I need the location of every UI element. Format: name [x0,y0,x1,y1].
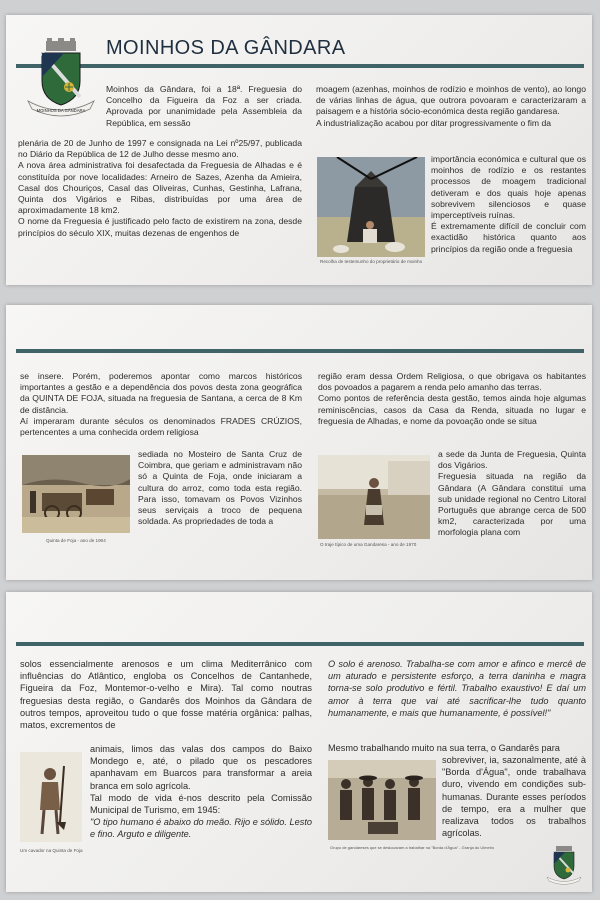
quote-text: "O tipo humano é abaixo do meão. Rijo e sólido. Lesto e fino. Arguto e diligente. [90,817,312,840]
paragraph: Aí imperaram durante séculos os denominados FRADES CRÚZIOS, pertencentes a uma conhecida ordem religiosa [20,415,302,438]
photo-caption: O traje típico de uma Gandaresa - ano de 1970 [320,542,417,547]
paragraph: solos essencialmente arenosos e um clima Mediterrânico com influências do Atlântico, engloba os Concelhos de Cantanhede, Figueira da Foz, Montemor-o-velho e Mira). Tal como noutras freguesias desta região, o Gandarês dos Moinhos da Gândara de outros tempos, aproveitou tudo o que fosse matéria orgânica: palhas, matos, excrementos de [20,659,312,731]
small-coat-of-arms-icon [544,844,584,886]
divider-rule [16,349,584,353]
paragraph: A industrialização acabou por ditar progressivamente o fim da [316,117,552,128]
photo-caption: Quinta de Foja - ano de 1904 [46,538,106,543]
borda-dagua-group-photo [328,760,436,840]
info-panel-3 [6,592,592,892]
paragraph: animais, limos das valas dos campos do Baixo Mondego e, até, o pilado que os pescadores apanhavam em Buarcos para transformar a areia branca em solo agrícola. [90,744,312,791]
paragraph: se insere. Porém, poderemos apontar como marcos históricos importantes a gestão e a dependência dos povos desta zona geográfica da QUINTA DE FOJA, situada na freguesia de Santana, a cerca de 8 Km de distância. [20,371,302,415]
photo-caption: Grupo de gandareses que se deslocavam a trabalhar na "Borda d'Água" - Granja do Ulmeiro [330,845,495,850]
paragraph: moagem (azenhas, moinhos de rodízio e moinhos de vento), ao longo de várias linhas de água, que outrora povoaram e caracterizaram a paisagem e a história sócio-económica desta região gandaresa. [316,84,586,117]
quote-text: O solo é arenoso. Trabalha-se com amor e afinco e mercê de um aturado e persistente esforço, a terra daninha e magra torna-se solo produtivo e fértil. Trabalho exaustivo! E daí um amor à terra que vai até sacrificar-lhe tudo quanto humanamente, e mais que humanamente, é possível!" [328,659,586,718]
info-panel-1 [6,15,592,285]
paragraph: Tal modo de vida é-nos descrito pela Comissão Municipal de Turismo, em 1945: [90,792,312,816]
page-title: MOINHOS DA GÂNDARA [106,37,346,59]
paragraph: plenária de 20 de Junho de 1997 e consignada na Lei nº25/97, publicada no Diário da República de 12 de Julho desse mesmo ano. [18,138,302,160]
paragraph: sobreviver, ia, sazonalmente, até à "Borda d'Água", onde trabalhava duro, vivendo em condições sub-humanas. Durante esses períodos de tempo, era a mulher que realizava todos os trabalhos agrícolas. [442,755,586,839]
paragraph: região eram dessa Ordem Religiosa, o que obrigava os habitantes dos povoados a pagarem a renda pelo amanho das terras. [318,371,586,393]
paragraph: Moinhos da Gândara, foi a 18ª. Freguesia do Concelho da Figueira da Foz a ser criada. Aprovada por unanimidade pela Assembleia da República, em sessão [106,84,302,128]
divider-rule [16,642,584,646]
photo-caption: Um cavador na Quinta de Foja [20,848,83,853]
paragraph: É extremamente difícil de concluir com exactidão histórica quanto aos princípios da região onde a freguesia [431,221,586,254]
paragraph: a sede da Junta de Freguesia, Quinta dos Vigários. [438,449,586,471]
paragraph: importância económica e cultural que os moinhos de rodízio e os restantes processos de moagem tradicional detiveram e dos quais hoje apenas sobrevivem silenciosos e quase imperceptíveis ruínas. [431,154,586,221]
paragraph: sediada no Mosteiro de Santa Cruz de Coimbra, que geriam e administravam não só a Quinta de Foja, onde iniciaram a cultura do arroz, como toda esta região. Para isso, tomavam os Povos Vizinhos seus serviçais a troco de pequena soldada. As propriedades de toda a [138,449,302,527]
quinta-de-foja-photo [22,455,130,533]
paragraph: O nome da Freguesia é justificado pelo facto de existirem na zona, desde princípios do século XIX, muitas dezenas de engenhos de [18,216,302,238]
photo-caption: Recolha de testemunho do proprietário de moinho [320,259,423,264]
windmill-photo [317,157,425,257]
paragraph: Como pontos de referência desta gestão, temos ainda hoje algumas reminiscências, casos da Casa da Renda, situada no lugar e freguesia de Alhadas, e nome da povoação onde se situa [318,393,586,426]
gandaresa-costume-photo [318,455,430,539]
coat-of-arms-icon [20,37,102,119]
paragraph: Freguesia situada na região da Gândara (A Gândara constitui uma sub unidade regional no Centro Litoral Português que abrange cerca de 500 km2, caracterizada por uma morfologia plana com [438,471,586,538]
cavador-photo [20,752,82,842]
crest-ribbon-text: MOINHOS DA GÂNDARA [36,108,86,113]
paragraph: Mesmo trabalhando muito na sua terra, o Gandarês para [328,743,560,753]
info-panel-2 [6,305,592,580]
paragraph: A nova área administrativa foi desafectada da Freguesia de Alhadas e é constituída por nove localidades: Arneiro de Sazes, Azenha da Amieira, Casal dos Chouriços, Casal das Oliveiras, Cunhas, Gestinha, Lafrana, Quinta dos Vigários e Ribas, distribuídas por uma área de aproximadamente 18 km2. [18,160,302,216]
